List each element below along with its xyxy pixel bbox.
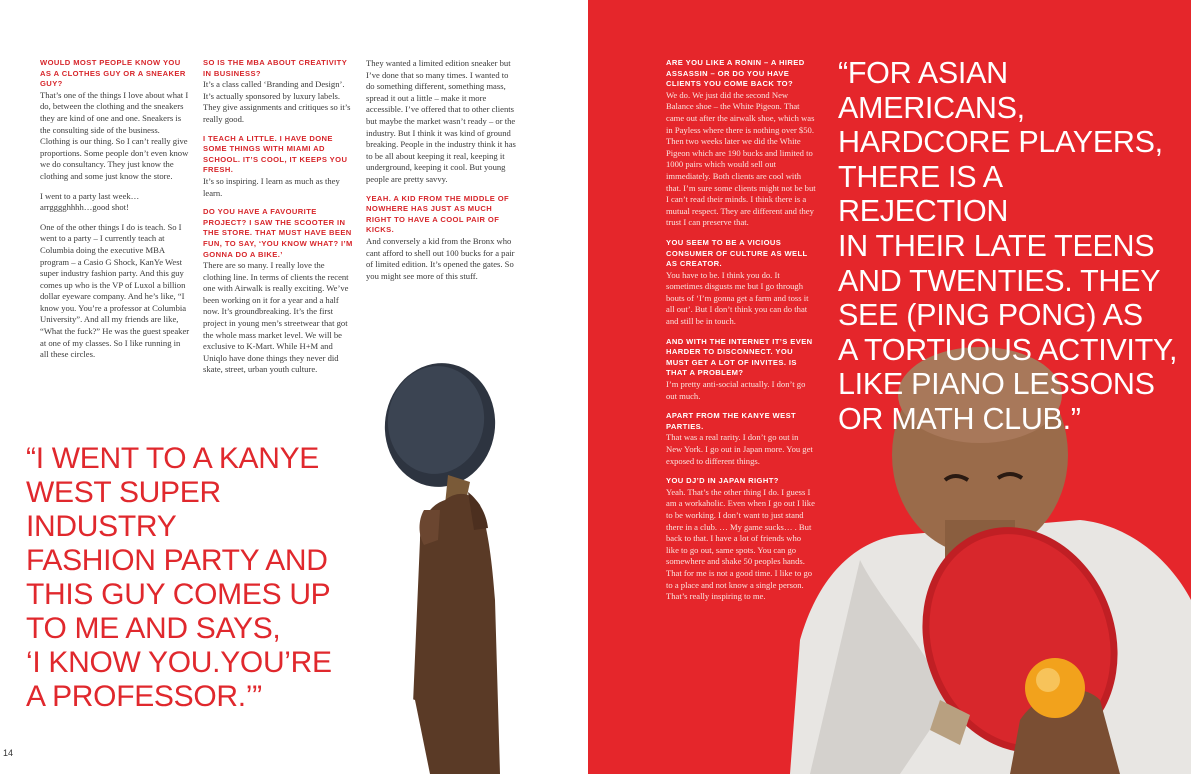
page-number: 14 (3, 748, 14, 758)
question: I TEACH A LITTLE. I HAVE DONE SOME THINGS WITH MIAMI AD SCHOOL. IT’S COOL, IT KEEPS YOU FRESH. (203, 133, 348, 175)
pull-quote-right: “FOR ASIAN AMERICANS, HARDCORE PLAYERS, THERE IS A REJECTION IN THEIR LATE TEENS AND TWENTIES. THEY SEE (PING PONG) AS A TORTUOUS ACTIVITY, LIKE PIANO LESSONS OR MATH CLUB.” (838, 56, 1178, 436)
answer: It’s a class called ‘Branding and Design’. It’s actually sponsored by luxury labels. They give assignments and critiques so it’s really good. (203, 79, 351, 124)
answer: We do. We just did the second New Balance shoe – the White Pigeon. That came out after the airwalk shoe, which was in Payless where there is nothing over $50. Then two weeks later we did the White Pigeon which are 190 bucks and limited to 1000 pairs which would sell out immediately. Both clients are cool with that. I’m sure some clients might not be but I can’t read their minds. I think there is a mutual respect. They are different and they trust I can preserve that. (666, 89, 816, 228)
answer: It’s so inspiring. I learn as much as they learn. (203, 175, 340, 198)
answer: One of the other things I do is teach. So I went to a party – I currently teach at Columbia doing the executive MBA program – a Casio G Shock, KanYe West super industry fashion party. And this guy comes up who is the VP of Luxol a billion dollar eyeware company. And he’s like, “I know you. You’re a professor at Columbia University”. And all my friends are like, “What the fuck?” He was the guest speaker at one of my classes. So I like running in all these circles. (40, 221, 190, 360)
answer: They wanted a limited edition sneaker but I’ve done that so many times. I wanted to do something different, something mass, spread it out a little – make it more accessible. I’ve offered that to other clients but maybe the market wasn’t ready – or the industry. But I think it was kind of ground breaking. People in the industry think it has to be all about keeping it real, keeping it underground, keeping it cool. But young people are pretty savvy. (366, 58, 516, 184)
text-column-1 (40, 58, 190, 369)
question: YEAH. A KID FROM THE MIDDLE OF NOWHERE HAS JUST AS MUCH RIGHT TO HAVE A COOL PAIR OF KICKS. (366, 193, 510, 235)
text-column-3 (366, 58, 516, 290)
answer: And conversely a kid from the Bronx who cant afford to shell out 100 bucks for a pair of limited edition. It’s opened the gates. So you might see more of this stuff. (366, 235, 515, 281)
question: SO IS THE MBA ABOUT CREATIVITY IN BUSINESS? (203, 58, 348, 78)
answer: There are so many. I really love the clothing line. In terms of clients the recent one with Airwalk is really exciting. We’ve been working on it for a year and a half now. It’s groundbreaking. It’s the first project in young men’s streetwear that got the whole mass market level. We will be exclusive to K-Mart. While H+M and Uniqlo have done things they never did skate, street, urban youth culture. (203, 260, 349, 375)
text-column-4 (666, 58, 816, 612)
question: ARE YOU LIKE A RONIN – A HIRED ASSASSIN – OR DO YOU HAVE CLIENTS YOU COME BACK TO? (666, 58, 805, 89)
pull-quote-left: “I WENT TO A KANYE WEST SUPER INDUSTRY FASHION PARTY AND THIS GUY COMES UP TO ME AND SAYS, ‘I KNOW YOU.YOU’RE A PROFESSOR.’” (26, 442, 332, 713)
question: DO YOU HAVE A FAVOURITE PROJECT? I SAW THE SCOOTER IN THE STORE. THAT MUST HAVE BEEN FUN, TO SAY, ‘YOU KNOW WHAT? I’M GONNA DO A BIKE.’ (203, 207, 353, 259)
question: YOU SEEM TO BE A VICIOUS CONSUMER OF CULTURE AS WELL AS CREATOR. (666, 237, 808, 269)
answer: That’s one of the things I love about what I do, between the clothing and the sneakers they are kind of one and one. Sneakers is the consulting side of the business. Clothing is our thing. So I can’t really give proportions. Some people don’t even know we do consultancy. They just know the clothing and some just know the store. (40, 89, 189, 181)
answer: I went to a party last week… arrgggghhhh…good shot! (40, 190, 140, 213)
question: AND WITH THE INTERNET IT’S EVEN HARDER TO DISCONNECT. YOU MUST GET A LOT OF INVITES. IS THAT A PROBLEM? (666, 336, 813, 378)
answer: You have to be. I think you do. It sometimes disgusts me but I go through bouts of ‘I’m gonna get a farm and toss it all out’. But I don’t think you can do that and still be in touch. (666, 269, 809, 327)
answer: I’m pretty anti-social actually. I don’t go out much. (666, 379, 806, 401)
text-column-2 (203, 58, 353, 384)
question: YOU DJ’D IN JAPAN RIGHT? (666, 476, 779, 486)
question: APART FROM THE KANYE WEST PARTIES. (666, 411, 797, 431)
answer: That was a real rarity. I don’t go out in New York. I go out in Japan more. You get exposed to different things. (666, 432, 813, 466)
question: WOULD MOST PEOPLE KNOW YOU AS A CLOTHES GUY OR A SNEAKER GUY? (40, 58, 186, 89)
answer: Yeah. That’s the other thing I do. I guess I am a workaholic. Even when I go out I like to be working. I don’t want to just stand there in a club. … My game sucks… . But back to that. I have a lot of friends who like to go out, same spots. You can go somewhere and shake 50 peoples hands. That for me is not a good time. I like to go to a place and not know a single person. That’s really inspiring to me. (666, 486, 815, 602)
